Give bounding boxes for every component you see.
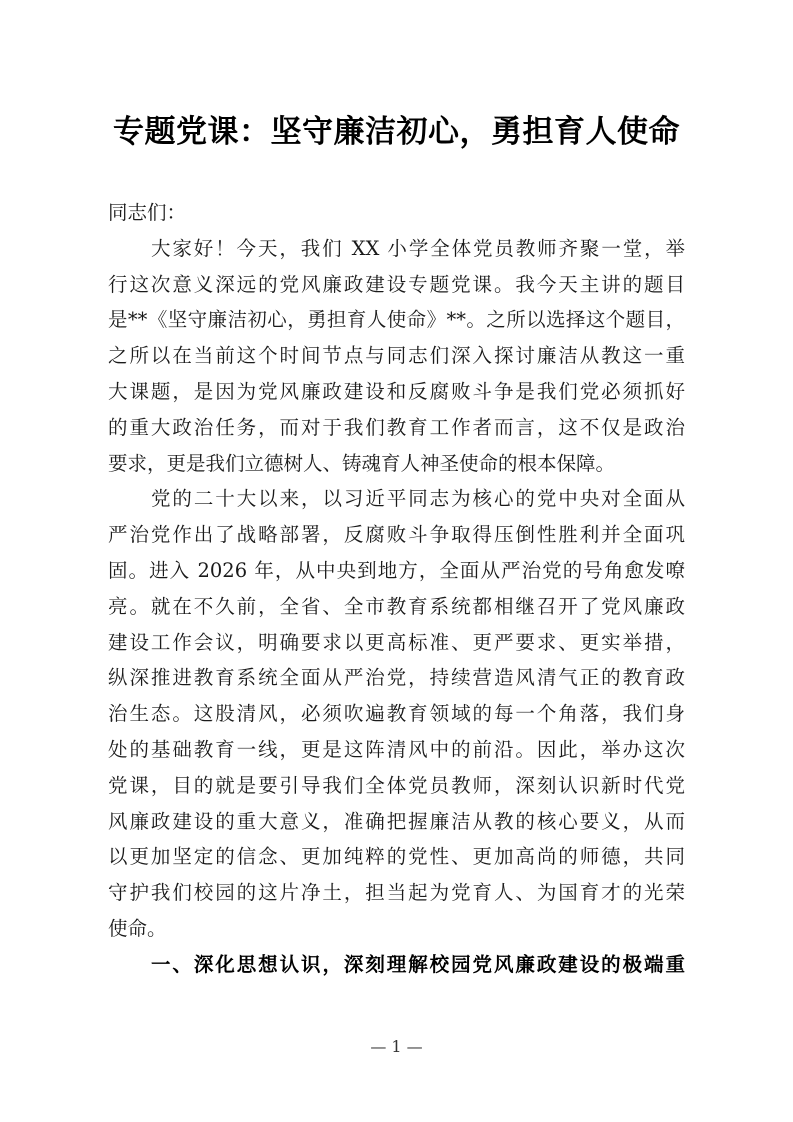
paragraph-2-line: 以更加坚定的信念、更加纯粹的党性、更加高尚的师德，共同 <box>108 845 685 869</box>
paragraph-1-line: 之所以在当前这个时间节点与同志们深入探讨廉洁从教这一重 <box>108 344 685 368</box>
paragraph-2-line: 亮。就在不久前，全省、全市教育系统都相继召开了党风廉政 <box>108 594 685 618</box>
paragraph-1-line: 大课题，是因为党风廉政建设和反腐败斗争是我们党必须抓好 <box>108 379 685 403</box>
paragraph-2-line: 处的基础教育一线，更是这阵清风中的前沿。因此，举办这次 <box>108 737 685 761</box>
salutation: 同志们： <box>108 201 187 224</box>
paragraph-2-line: 风廉政建设的重大意义，准确把握廉洁从教的核心要义，从而 <box>108 809 685 833</box>
paragraph-2-line: 治生态。这股清风，必须吹遍教育领域的每一个角落，我们身 <box>108 702 685 726</box>
paragraph-1-line: 大家好！今天，我们 XX 小学全体党员教师齐聚一堂，举 <box>151 236 685 260</box>
paragraph-2-line: 党课，目的就是要引导我们全体党员教师，深刻认识新时代党 <box>108 773 685 797</box>
paragraph-2-line: 党的二十大以来，以习近平同志为核心的党中央对全面从 <box>151 487 685 511</box>
page-number: — 1 — <box>370 1037 423 1056</box>
paragraph-2-line: 纵深推进教育系统全面从严治党，持续营造风清气正的教育政 <box>108 666 685 690</box>
paragraph-1-line: 要求，更是我们立德树人、铸魂育人神圣使命的根本保障。 <box>108 451 616 475</box>
section-heading: 一、深化思想认识，深刻理解校园党风廉政建设的极端重 <box>151 952 685 976</box>
document-body <box>108 195 685 983</box>
paragraph-1-line: 的重大政治任务，而对于我们教育工作者而言，这不仅是政治 <box>108 415 685 439</box>
paragraph-1-line: 是**《坚守廉洁初心，勇担育人使命》**。之所以选择这个题目， <box>108 308 685 332</box>
document-title: 专题党课：坚守廉洁初心，勇担育人使命 <box>113 114 680 150</box>
paragraph-2-line: 使命。 <box>108 916 167 940</box>
paragraph-2-line: 严治党作出了战略部署，反腐败斗争取得压倒性胜利并全面巩 <box>108 523 685 547</box>
paragraph-2-line: 固。进入 2026 年，从中央到地方，全面从严治党的号角愈发嘹 <box>108 558 685 582</box>
paragraph-2-line: 守护我们校园的这片净土，担当起为党育人、为国育才的光荣 <box>108 881 685 905</box>
paragraph-2-line: 建设工作会议，明确要求以更高标准、更严要求、更实举措， <box>108 630 685 654</box>
paragraph-1-line: 行这次意义深远的党风廉政建设专题党课。我今天主讲的题目 <box>108 272 685 296</box>
